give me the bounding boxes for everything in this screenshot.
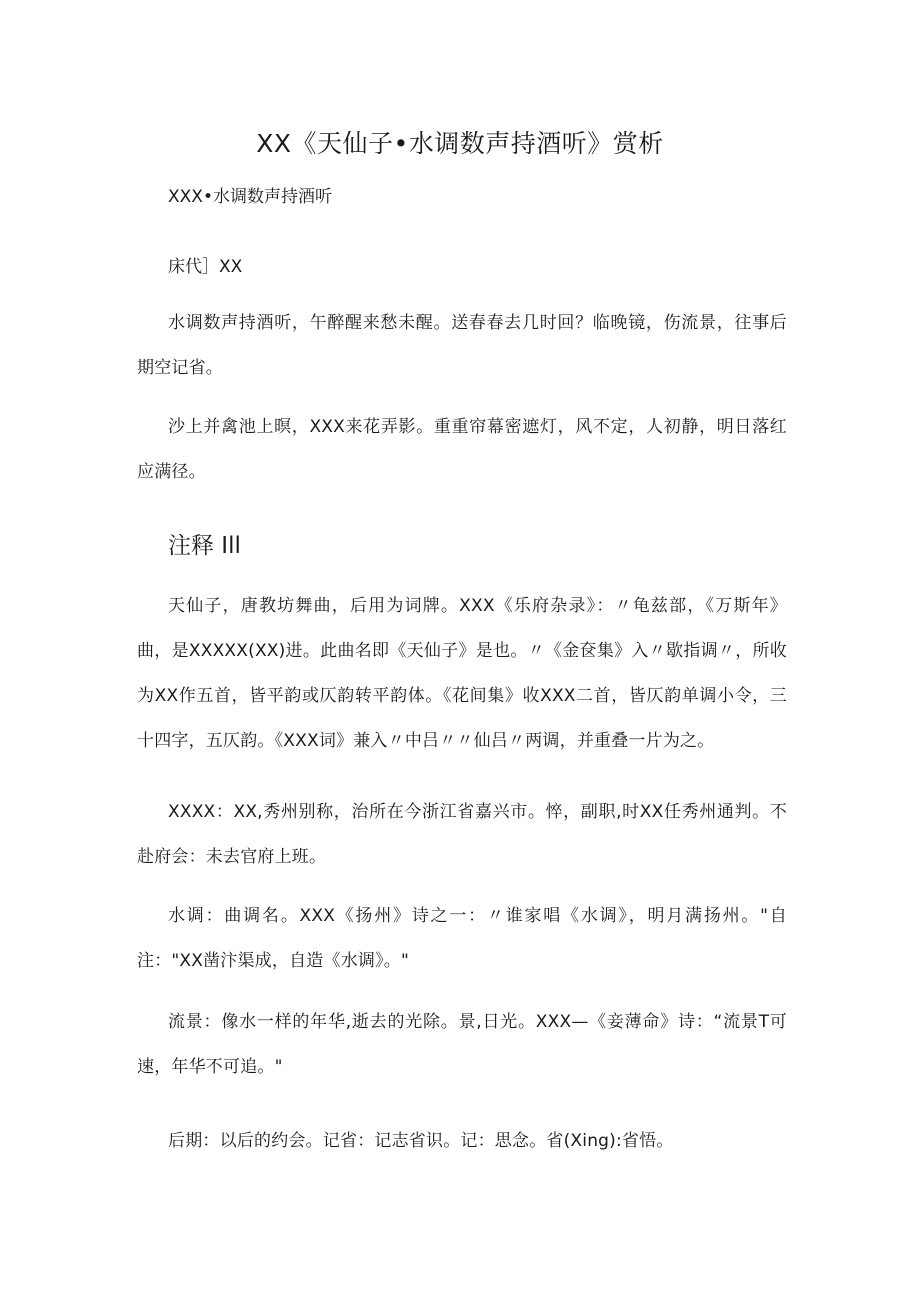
note-paragraph-3: 水调：曲调名。XXX《扬州》诗之一：〃谁家唱《水调》，明月满扬州。"自注："XX凿汴渠成，自造《水调》。" <box>137 906 787 971</box>
note-paragraph-5: 后期：以后的约会。记省：记志省识。记：思念。省(Xing):省悟。 <box>168 1131 674 1151</box>
note-paragraph-2: XXXX：XX,秀州别称，治所在今浙江省嘉兴市。悴，副职,时XX任秀州通判。不赴府会：未去官府上班。 <box>137 802 787 867</box>
poem-subtitle: XXX•水调数声持酒听 <box>168 187 332 207</box>
notes-heading: 注释 Ill <box>168 533 241 559</box>
poem-stanza-1: 水调数声持酒听，午醉醒来愁未醒。送春春去几时回？临晚镜，伤流景，往事后期空记省。 <box>137 313 787 378</box>
document-title: XX《天仙子•水调数声持酒听》赏析 <box>256 129 664 158</box>
note-paragraph-4: 流景：像水一样的年华,逝去的光除。景,日光。XXX—《妾薄命》诗：“流景T可速，年华不可追。" <box>137 1012 787 1077</box>
poem-stanza-2: 沙上并禽池上暝，XXX来花弄影。重重帘幕密遮灯，风不定，人初静，明日落红应满径。 <box>137 417 787 482</box>
dynasty-author: 床代］XX <box>168 257 243 277</box>
note-paragraph-1: 天仙子，唐教坊舞曲，后用为词牌。XXX《乐府杂录》：〃龟兹部，《万斯年》曲，是XXXXX(XX)进。此曲名即《天仙子》是也。〃《金奁集》入〃歇指调〃，所收为XX作五首，皆平韵或仄韵转平韵体。《花间集》收XXX二首，皆仄韵单调小令，三十四字，五仄韵。《XXX词》兼入〃中吕〃〃仙吕〃两调，并重叠一片为之。 <box>137 596 787 751</box>
